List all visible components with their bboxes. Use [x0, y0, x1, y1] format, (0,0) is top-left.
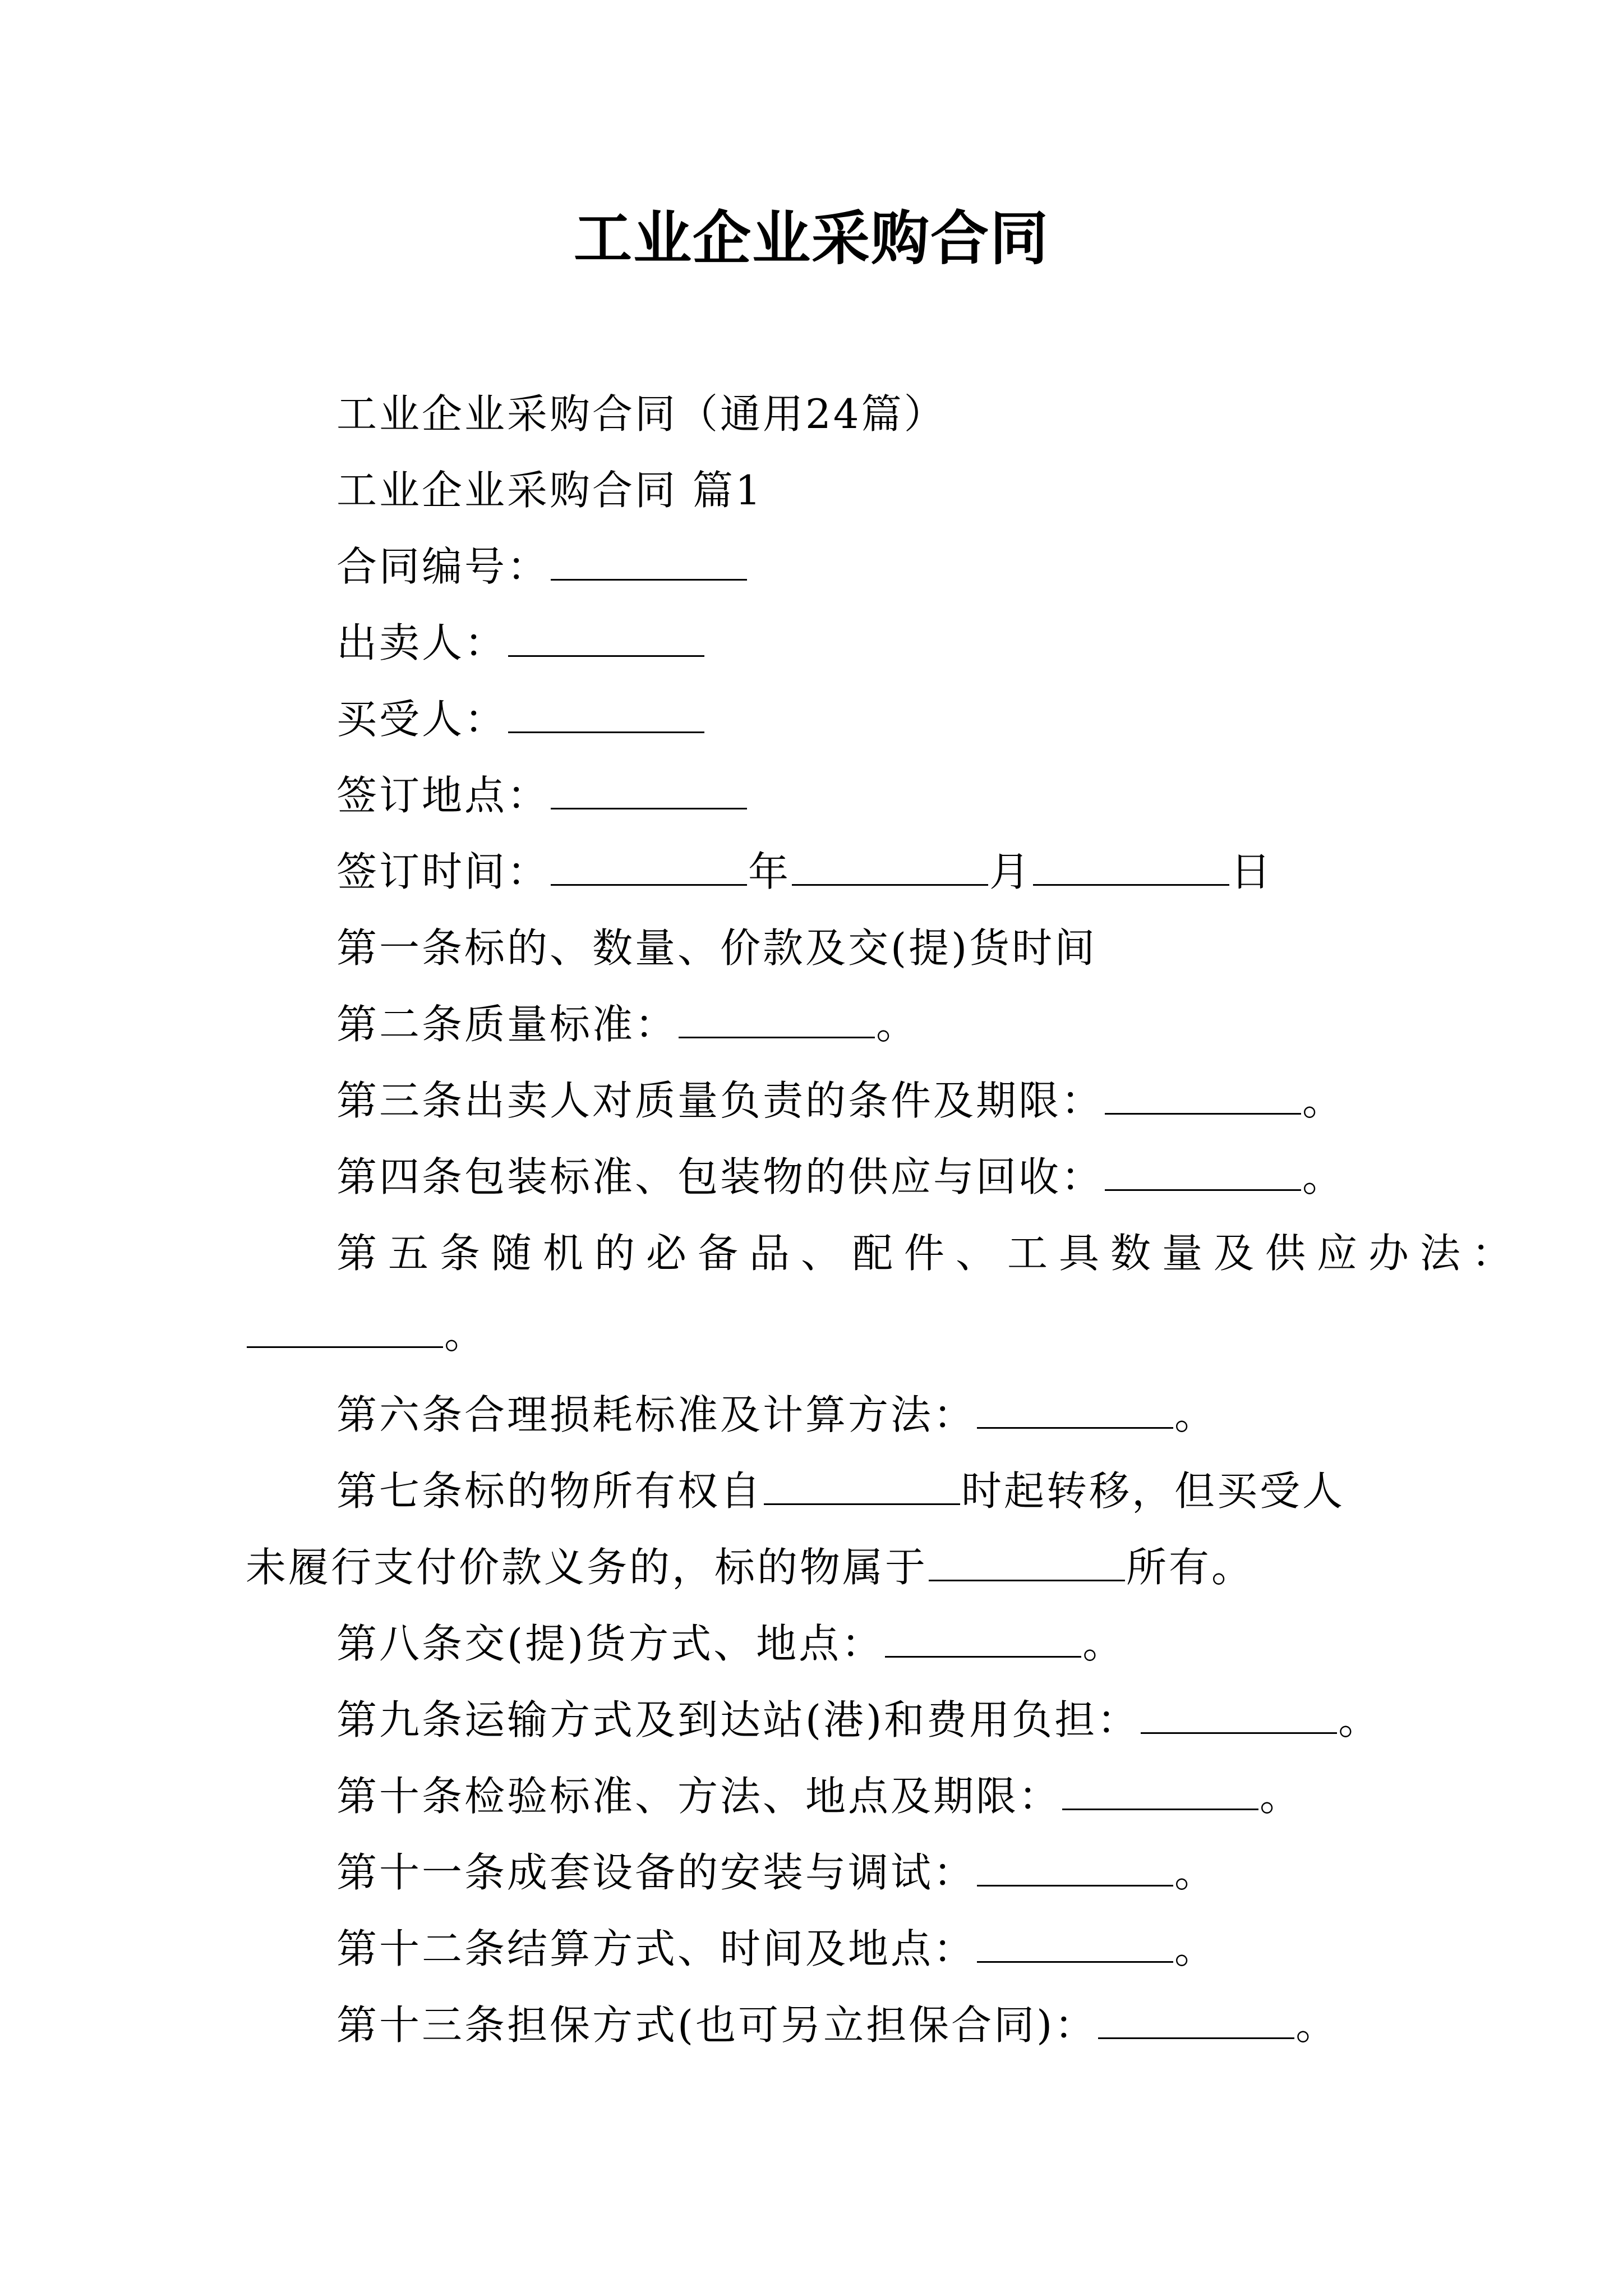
document-subtitle: 工业企业采购合同（通用24篇）	[336, 390, 947, 438]
sign-place-line: 签订地点：	[336, 769, 748, 822]
article-3-blank	[1105, 1079, 1301, 1115]
seller-line: 出卖人：	[336, 616, 706, 670]
article-6-blank	[977, 1393, 1173, 1429]
article-12-blank	[977, 1927, 1173, 1963]
article-5: 第五条随机的必备品、配件、工具数量及供应办法：	[336, 1230, 1524, 1277]
document-title: 工业企业采购合同	[573, 204, 1049, 273]
article-2: 第二条质量标准： 。	[336, 1001, 919, 1048]
article-7: 第七条标的物所有权自 时起转移，但买受人	[336, 1467, 1345, 1515]
article-11-blank	[977, 1851, 1173, 1887]
article-8: 第八条交(提)货方式、地点： 。	[336, 1620, 1126, 1667]
contract-number-blank	[551, 545, 747, 581]
article-7-continued: 未履行支付价款义务的，标的物属于 所有。	[246, 1544, 1255, 1591]
article-8-blank	[885, 1622, 1081, 1658]
sign-day-blank	[1033, 850, 1229, 886]
contract-number-line: 合同编号：	[336, 540, 748, 593]
article-4-blank	[1105, 1156, 1301, 1191]
article-4: 第四条包装标准、包装物的供应与回收： 。	[336, 1153, 1345, 1200]
chapter-heading: 工业企业采购合同 篇1	[336, 467, 763, 514]
seller-blank	[508, 622, 704, 657]
article-5-continued: 。	[246, 1307, 487, 1361]
article-9: 第九条运输方式及到达站(港)和费用负担： 。	[336, 1696, 1381, 1743]
buyer-line: 买受人：	[336, 692, 706, 746]
article-3: 第三条出卖人对质量负责的条件及期限： 。	[336, 1077, 1345, 1124]
article-10-blank	[1062, 1775, 1258, 1810]
buyer-blank	[508, 698, 704, 733]
article-13-blank	[1098, 2004, 1294, 2039]
article-11: 第十一条成套设备的安装与调试： 。	[336, 1849, 1218, 1896]
sign-place-blank	[551, 774, 747, 809]
sign-month-blank	[792, 850, 988, 886]
article-7-owner-blank	[929, 1546, 1125, 1581]
sign-time-line: 签订时间： 年 月 日	[336, 848, 1274, 895]
article-12: 第十二条结算方式、时间及地点： 。	[336, 1925, 1218, 1972]
article-5-blank	[247, 1313, 443, 1348]
sign-year-blank	[551, 850, 747, 886]
article-13: 第十三条担保方式(也可另立担保合同)： 。	[336, 2001, 1339, 2049]
article-6: 第六条合理损耗标准及计算方法： 。	[336, 1391, 1218, 1438]
article-9-blank	[1141, 1699, 1337, 1734]
article-10: 第十条检验标准、方法、地点及期限： 。	[336, 1773, 1303, 1820]
article-1: 第一条标的、数量、价款及交(提)货时间	[336, 924, 1098, 972]
article-7-time-blank	[764, 1470, 960, 1505]
article-2-blank	[679, 1003, 875, 1038]
